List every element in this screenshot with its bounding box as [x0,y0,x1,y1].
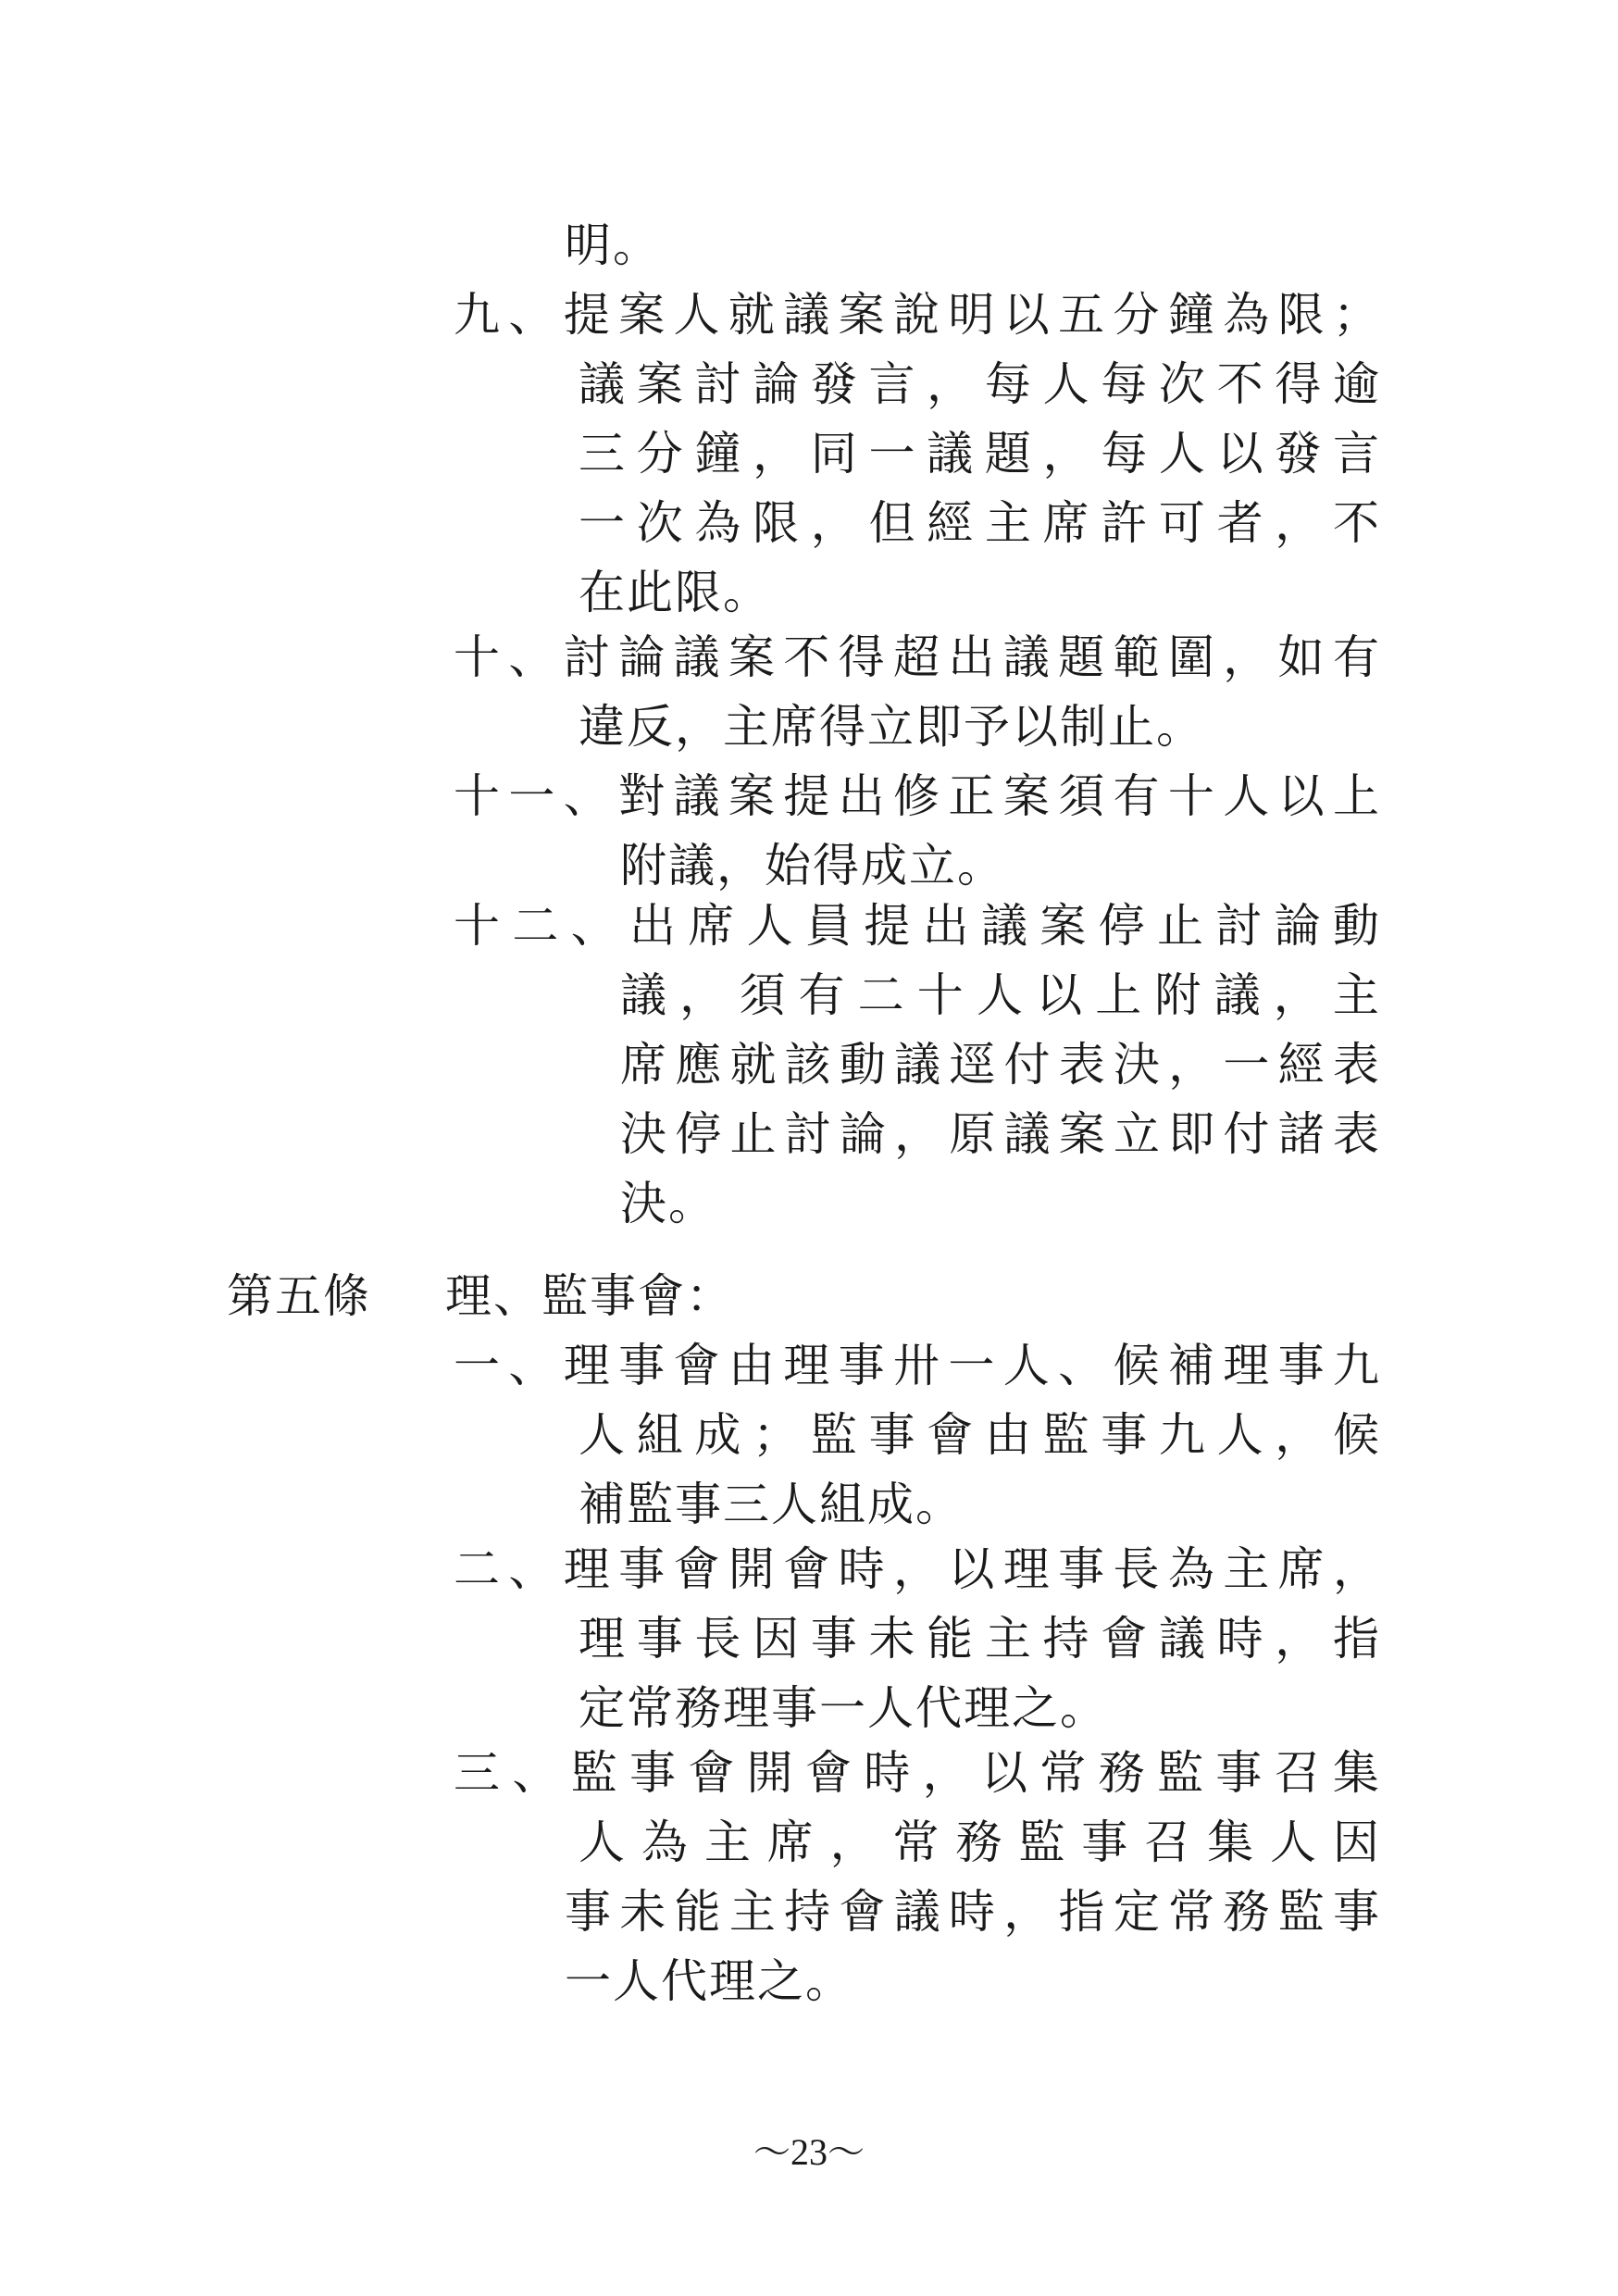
text-line: 一人代理之。 [565,1954,853,2008]
list-item-2: 二 、 理 事 會 開 會 時 ， 以 理 事 長 為 主 席 ， [454,1542,1379,1596]
page-number: ～23～ [753,2131,865,2173]
list-item-10: 十 、 討 論 議 案 不 得 超 出 議 題 範 圍 ， 如 有 [454,630,1379,684]
text-line: 三 分 鐘 ， 同 一 議 題 ， 每 人 以 發 言 [579,427,1379,480]
text-line: 人 為 主 席 ， 常 務 監 事 召 集 人 因 [579,1816,1379,1869]
text-line: 決。 [620,1177,716,1230]
list-item-3: 三 、 監 事 會 開 會 時 ， 以 常 務 監 事 召 集 [454,1746,1379,1800]
text-line: 違反，主席得立即予以制止。 [579,700,1204,754]
text-line: 決 停 止 討 論 ， 原 議 案 立 即 付 諸 表 [620,1107,1379,1161]
text-line: 議 ， 須 有 二 十 人 以 上 附 議 ， 主 [620,968,1379,1022]
text-line: 人 組 成 ； 監 事 會 由 監 事 九 人 ， 候 [579,1408,1379,1462]
text-line: 附議，始得成立。 [620,839,1005,892]
list-item-1: 一 、 理 事 會 由 理 事 卅 一 人 、 候 補 理 事 九 [454,1339,1379,1392]
text-line: 理 事 長 因 事 未 能 主 持 會 議 時 ， 指 [579,1612,1379,1666]
list-item-11: 十 一 、 對 議 案 提 出 修 正 案 須 有 十 人 以 上 [454,769,1379,823]
text-line: 一 次 為 限 ， 但 經 主 席 許 可 者 ， 不 [579,496,1379,550]
text-line: 在此限。 [579,566,771,619]
article-title: 理、監事會： [445,1269,734,1323]
text-line: 明。 [565,218,661,272]
text-line: 定常務理事一人代理之。 [579,1681,1108,1735]
text-line: 席 應 就 該 動 議 逕 付 表 決 ， 一 經 表 [620,1038,1379,1092]
text-line: 補監事三人組成。 [579,1478,964,1531]
article-label: 第五條 [227,1269,371,1323]
list-item-9: 九 、 提 案 人 就 議 案 說 明 以 五 分 鐘 為 限 ； [454,288,1379,342]
article-heading [227,1268,734,1324]
text-line: 議 案 討 論 發 言 ， 每 人 每 次 不 得 逾 [579,357,1379,411]
text-line: 事 未 能 主 持 會 議 時 ， 指 定 常 務 監 事 [565,1885,1379,1939]
list-item-12: 十 二 、 出 席 人 員 提 出 議 案 停 止 討 論 動 [454,899,1379,953]
